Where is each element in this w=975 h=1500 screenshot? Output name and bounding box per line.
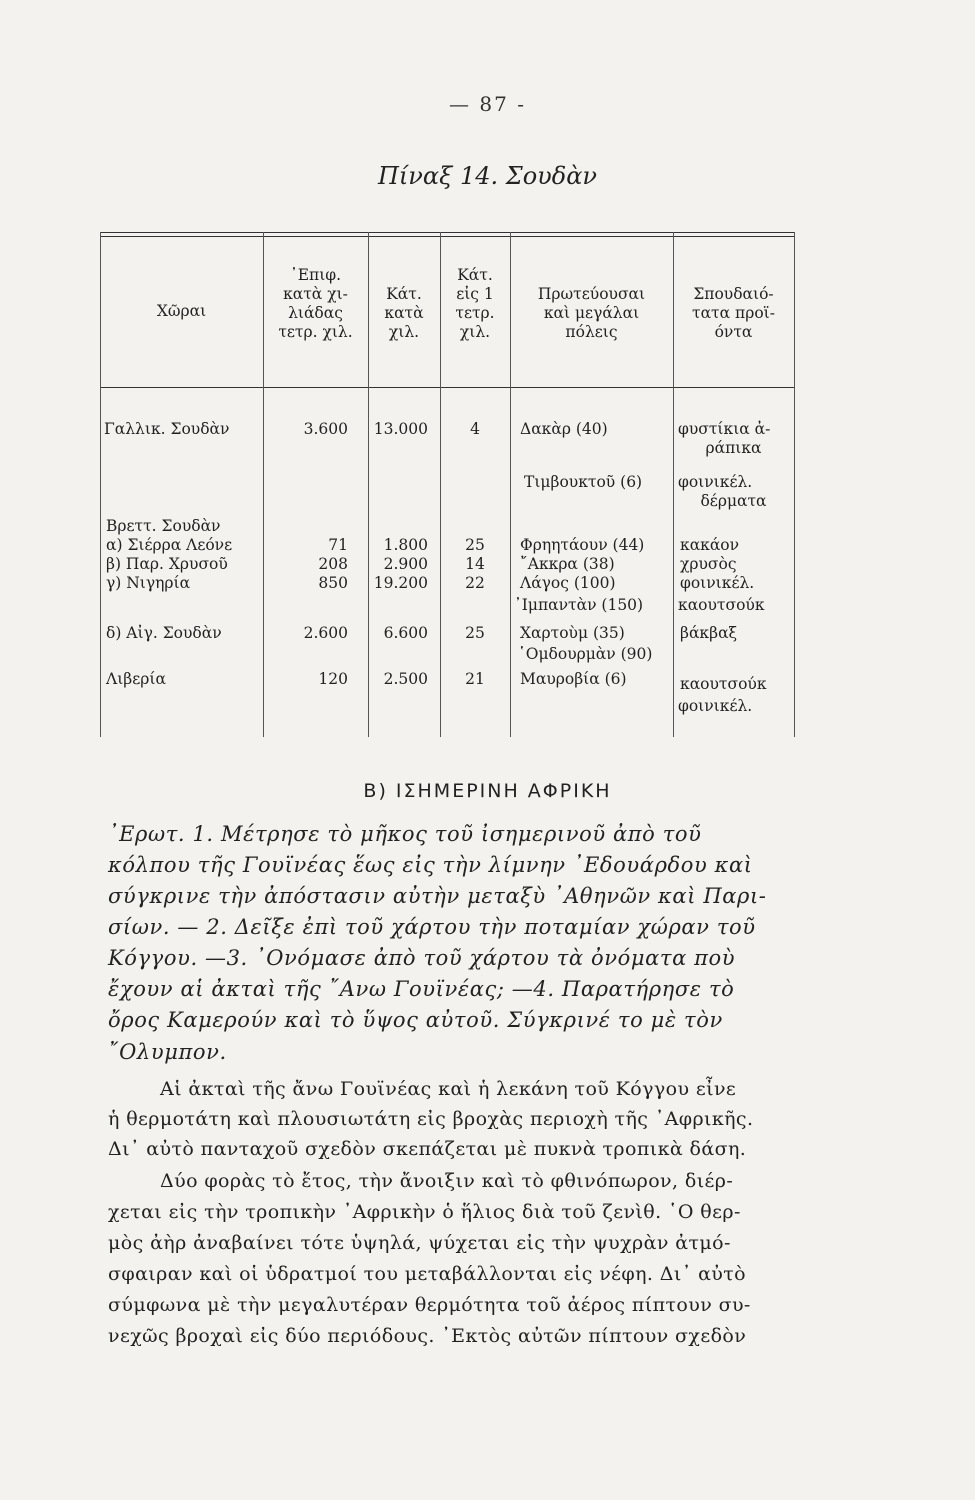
row-nigeria-product: φοινικέλ.: [680, 574, 755, 592]
question-line: σίων. — 2. Δεῖξε ἐπὶ τοῦ χάρτου τὴν ποταμίαν χώραν τοῦ: [108, 915, 756, 939]
row-gold-coast-city: ῎Ακκρα (38): [520, 555, 615, 573]
question-line: ὄρος Καμερούν καὶ τὸ ὕψος αὐτοῦ. Σύγκρινέ το μὲ τὸν: [108, 1008, 723, 1032]
row-nigeria-density: 22: [465, 574, 485, 592]
header-products-2: τατα προϊ-: [692, 304, 775, 322]
row-french-sudan-country: Γαλλικ. Σουδὰν: [104, 420, 230, 438]
row-french-sudan-product-cont: ράπικα: [705, 439, 762, 457]
question-line: ῎Ολυμπον.: [108, 1040, 227, 1064]
row-nigeria-area: 850: [318, 574, 348, 592]
header-density-1: Κάτ.: [457, 266, 493, 284]
table-right-rule: [794, 232, 795, 737]
row-sierra-leone-country: α) Σιέρρα Λεόνε: [106, 536, 233, 554]
header-area-2: κατὰ χι-: [283, 285, 348, 303]
row-british-sudan-group: Βρεττ. Σουδὰν: [106, 517, 221, 535]
header-countries: Χῶραι: [156, 302, 207, 320]
question-line: ᾿Ερωτ. 1. Μέτρησε τὸ μῆκος τοῦ ἰσημερινοῦ ἀπὸ τοῦ: [108, 822, 702, 846]
row-gold-coast-pop: 2.900: [383, 555, 428, 573]
header-area-4: τετρ. χιλ.: [278, 323, 353, 341]
paragraph-line: νεχῶς βροχαὶ εἰς δύο περιόδους. ᾿Εκτὸς αὐτῶν πίπτουν σχεδὸν: [108, 1325, 747, 1347]
row-sierra-leone-city: Φρηητάουν (44): [520, 536, 645, 554]
row-liberia-area: 120: [318, 670, 348, 688]
row-gold-coast-product: χρυσὸς: [680, 555, 737, 573]
paragraph-line: Δύο φορὰς τὸ ἔτος, τὴν ἄνοιξιν καὶ τὸ φθινόπωρον, διέρ-: [160, 1170, 734, 1192]
row-sierra-leone-area: 71: [328, 536, 348, 554]
row-egyptian-sudan-area: 2.600: [303, 624, 348, 642]
row-liberia-city: Μαυροβία (6): [520, 670, 627, 688]
table-top-rule: [100, 232, 795, 233]
header-cities-1: Πρωτεύουσαι: [537, 285, 646, 303]
row-liberia-product: καουτσούκ: [680, 675, 767, 693]
header-area-3: λιάδας: [288, 304, 343, 322]
header-products-3: όντα: [714, 323, 753, 341]
row-french-sudan-pop: 13.000: [373, 420, 428, 438]
row-nigeria-city-2: ᾿Ιμπαντὰν (150): [514, 596, 644, 614]
paragraph-line: μὸς ἀὴρ ἀναβαίνει τότε ὑψηλά, ψύχεται εἰς τὴν ψυχρὰν ἀτμό-: [108, 1232, 731, 1254]
row-french-sudan-product-2: φοινικέλ.: [678, 473, 753, 491]
paragraph-line: Δι᾿ αὐτὸ πανταχοῦ σχεδὸν σκεπάζεται μὲ πυκνὰ τροπικὰ δάση.: [108, 1138, 747, 1160]
row-french-sudan-product-2-cont: δέρματα: [700, 492, 767, 510]
header-density-4: χιλ.: [459, 323, 491, 341]
section-title: Β) ΙΣΗΜΕΡΙΝΗ ΑΦΡΙΚΗ: [363, 780, 612, 802]
row-french-sudan-area: 3.600: [303, 420, 348, 438]
paragraph-line: χεται εἰς τὴν τροπικὴν ᾿Αφρικὴν ὁ ἥλιος διὰ τοῦ ζενὶθ. ῾Ο θερ-: [108, 1201, 741, 1223]
row-liberia-product-cont: φοινικέλ.: [678, 697, 753, 715]
row-sierra-leone-pop: 1.800: [383, 536, 428, 554]
header-density-3: τετρ.: [455, 304, 495, 322]
row-french-sudan-density: 4: [470, 420, 480, 438]
row-gold-coast-density: 14: [465, 555, 485, 573]
row-egyptian-sudan-city: Χαρτοὺμ (35): [520, 624, 625, 642]
row-sierra-leone-product: κακάον: [680, 536, 740, 554]
row-nigeria-city: Λάγος (100): [520, 574, 616, 592]
header-pop-3: χιλ.: [388, 323, 420, 341]
row-egyptian-sudan-city-2: ῾Ομδουρμὰν (90): [518, 645, 653, 663]
row-french-sudan-product: φυστίκια ἀ-: [678, 420, 771, 438]
page-number: — 87 -: [449, 92, 526, 116]
row-liberia-pop: 2.500: [383, 670, 428, 688]
header-cities-2: καὶ μεγάλαι: [543, 304, 640, 322]
row-gold-coast-country: β) Παρ. Χρυσοῦ: [106, 555, 228, 573]
row-egyptian-sudan-country: δ) Αἰγ. Σουδὰν: [106, 624, 222, 642]
statistics-table: [100, 232, 795, 737]
row-egyptian-sudan-density: 25: [465, 624, 485, 642]
row-nigeria-pop: 19.200: [373, 574, 428, 592]
row-egyptian-sudan-product: βάκβαξ: [680, 624, 738, 642]
question-line: ἔχουν αἱ ἀκταὶ τῆς ῎Ανω Γουϊνέας; —4. Παρατήρησε τὸ: [108, 977, 735, 1001]
row-nigeria-country: γ) Νιγηρία: [106, 574, 191, 592]
paragraph-line: Αἱ ἀκταὶ τῆς ἄνω Γουϊνέας καὶ ἡ λεκάνη τοῦ Κόγγου εἶνε: [160, 1078, 737, 1100]
row-liberia-density: 21: [465, 670, 485, 688]
row-gold-coast-area: 208: [318, 555, 348, 573]
table-caption: Πίναξ 14. Σουδὰν: [377, 162, 598, 190]
paragraph-line: σφαιραν καὶ οἱ ὑδρατμοί του μεταβάλλονται εἰς νέφη. Δι᾿ αὐτὸ: [108, 1263, 747, 1285]
header-area-1: ᾿Επιφ.: [289, 266, 342, 284]
header-pop-2: κατὰ: [384, 304, 424, 322]
paragraph-line: σύμφωνα μὲ τὴν μεγαλυτέραν θερμότητα τοῦ ἀέρος πίπτουν συ-: [108, 1294, 751, 1316]
table-header-rule: [100, 387, 795, 388]
row-sierra-leone-density: 25: [465, 536, 485, 554]
table-top-rule-2: [100, 236, 795, 237]
row-liberia-country: Λιβερία: [106, 670, 166, 688]
question-line: σύγκρινε τὴν ἀπόστασιν αὐτὴν μεταξὺ ᾿Αθηνῶν καὶ Παρι-: [108, 884, 767, 908]
header-density-2: εἰς 1: [456, 285, 494, 303]
row-french-sudan-city-2: Τιμβουκτοῦ (6): [524, 473, 643, 491]
header-cities-3: πόλεις: [565, 323, 618, 341]
paragraph-line: ἡ θερμοτάτη καὶ πλουσιωτάτη εἰς βροχὰς περιοχὴ τῆς ᾿Αφρικῆς.: [108, 1108, 754, 1130]
header-pop-1: Κάτ.: [386, 285, 422, 303]
question-line: Κόγγου. —3. ᾿Ονόμασε ἀπὸ τοῦ χάρτου τὰ ὀνόματα ποὺ: [108, 946, 736, 970]
row-nigeria-product-2: καουτσούκ: [678, 596, 765, 614]
header-products-1: Σπουδαιό-: [693, 285, 774, 303]
row-egyptian-sudan-pop: 6.600: [383, 624, 428, 642]
question-line: κόλπου τῆς Γουϊνέας ἕως εἰς τὴν λίμνην ᾿Εδουάρδου καὶ: [108, 853, 753, 877]
row-french-sudan-city: Δακὰρ (40): [520, 420, 608, 438]
